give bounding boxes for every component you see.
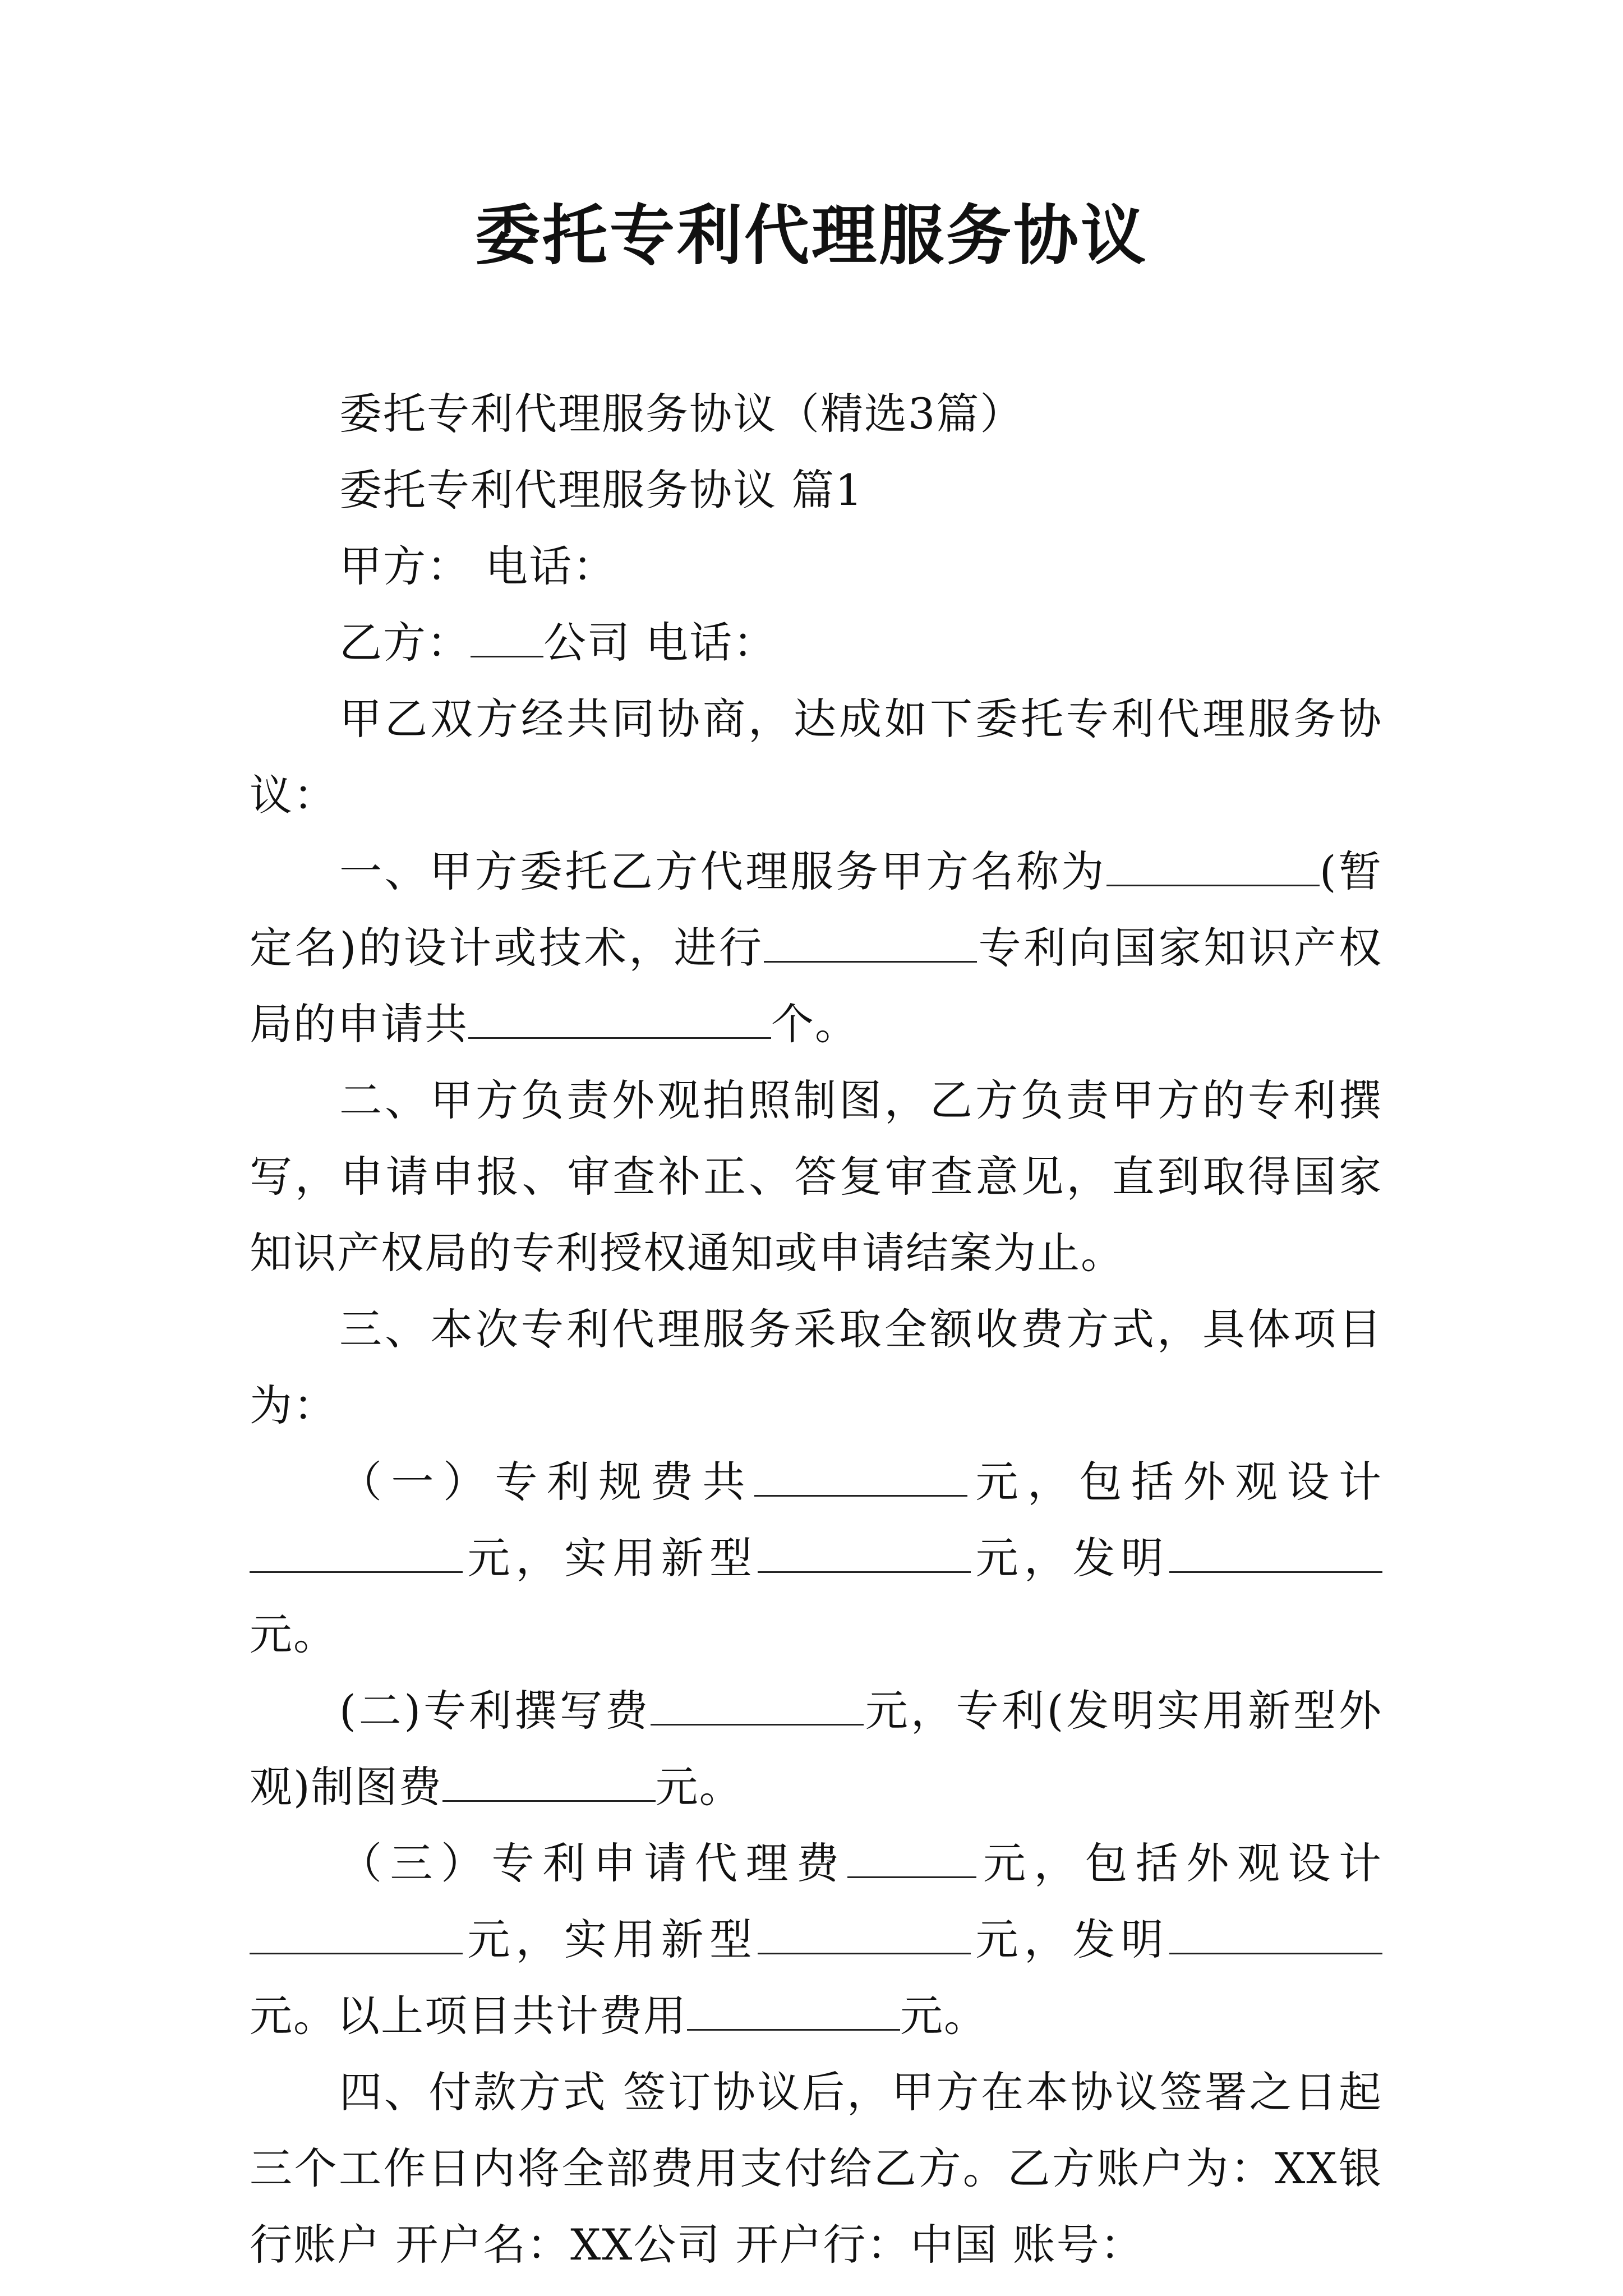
- item-1-paragraph: [250, 1444, 1382, 1673]
- fill-in-blank: [471, 622, 543, 657]
- fill-in-blank: [687, 1995, 900, 2031]
- fill-in-blank: [1106, 851, 1320, 886]
- clause-1-paragraph: [250, 834, 1382, 1062]
- clause-3-paragraph: 三、本次专利代理服务采取全额收费方式，具体项目为：: [250, 1304, 1382, 1430]
- item-3-text-4: 元，发明: [971, 1915, 1170, 1964]
- clause-1-text-3: 专利向国家知识产权局的申请共: [250, 923, 1382, 1049]
- fill-in-blank: [1169, 1538, 1382, 1573]
- item-2-text-2: 元，专利(发明实用新型外观)制图费: [250, 1686, 1382, 1812]
- party-b-prefix: 乙方：: [339, 618, 471, 668]
- fill-in-blank: [651, 1690, 864, 1726]
- intro-paragraph: 甲乙双方经共同协商，达成如下委托专利代理服务协议：: [250, 694, 1382, 820]
- fill-in-blank: [468, 1004, 771, 1039]
- item-2-text-3: 元。: [655, 1762, 743, 1812]
- party-a-line: 甲方： 电话：: [339, 541, 617, 591]
- fill-in-blank: [847, 1843, 976, 1878]
- item-1-text-5: 元。: [250, 1609, 337, 1659]
- item-1-text-3: 元，实用新型: [463, 1533, 758, 1583]
- item-3-text-3: 元，实用新型: [463, 1915, 758, 1964]
- clause-2-paragraph: 二、甲方负责外观拍照制图，乙方负责甲方的专利撰写，申请申报、审查补正、答复审查意见，直到取得国家知识产权局的专利授权通知或申请结案为止。: [250, 1075, 1382, 1278]
- subtitle-paragraph: 委托专利代理服务协议（精选3篇）: [339, 389, 1024, 439]
- fill-in-blank: [250, 1538, 463, 1573]
- item-3-text-1: （三）专利申请代理费: [339, 1838, 847, 1888]
- item-3-paragraph: [250, 1825, 1382, 2054]
- clause-4-paragraph: 四、付款方式 签订协议后，甲方在本协议签署之日起三个工作日内将全部费用支付给乙方。乙方账户为：XX银行账户 开户名：XX公司 开户行：中国 账号：: [250, 2067, 1382, 2270]
- fill-in-blank: [1169, 1919, 1382, 1954]
- clause-1-text-2: (暂定名)的设计或技术，进行: [250, 846, 1383, 973]
- item-2-text-1: (二)专利撰写费: [339, 1686, 651, 1736]
- item-1-text-4: 元，发明: [971, 1533, 1170, 1583]
- fill-in-blank: [764, 927, 977, 963]
- chapter-heading: 委托专利代理服务协议 篇1: [339, 465, 864, 515]
- fill-in-blank: [758, 1919, 971, 1954]
- item-3-text-6: 元。: [900, 1991, 988, 2041]
- fill-in-blank: [250, 1919, 463, 1954]
- party-b-suffix: 公司 电话：: [543, 618, 777, 668]
- item-2-paragraph: [250, 1673, 1382, 1825]
- document-body: [250, 376, 1382, 2283]
- fill-in-blank: [754, 1461, 967, 1497]
- party-b-line: [250, 605, 1382, 681]
- fill-in-blank: [758, 1538, 971, 1573]
- fill-in-blank: [442, 1766, 656, 1802]
- clause-1-text-4: 个。: [771, 999, 859, 1049]
- item-3-text-5: 元。以上项目共计费用: [250, 1991, 687, 2041]
- item-3-text-2: 元，包括外观设计: [976, 1838, 1383, 1888]
- item-1-text-2: 元，包括外观设计: [967, 1457, 1382, 1507]
- item-1-text-1: （一）专利规费共: [339, 1457, 754, 1507]
- clause-1-text-1: 一、甲方委托乙方代理服务甲方名称为: [339, 846, 1106, 896]
- document-title: 委托专利代理服务协议: [475, 197, 1148, 274]
